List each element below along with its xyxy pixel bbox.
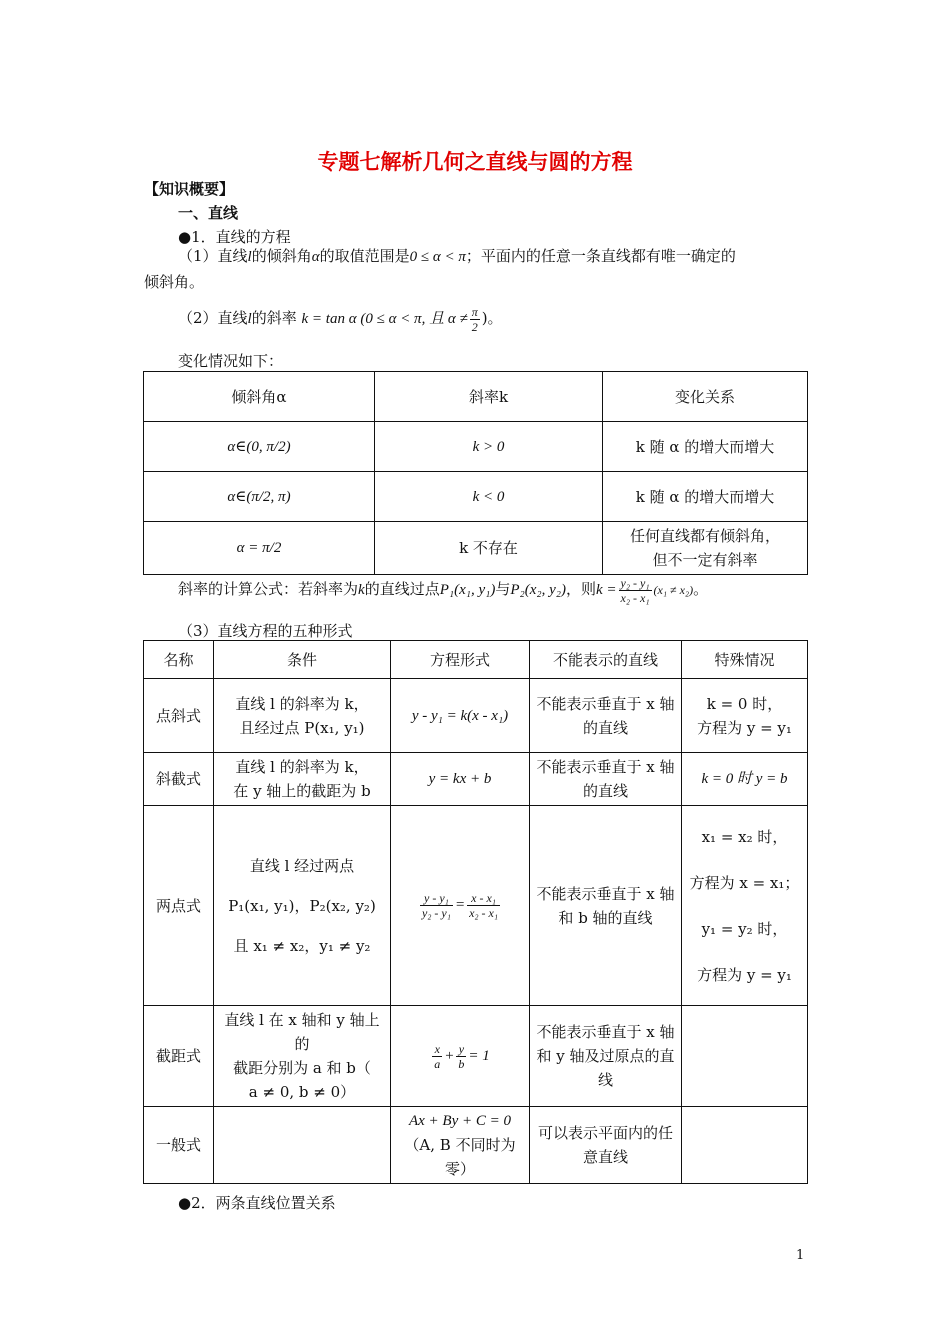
item2-label: 2．两条直线位置关系 [191, 1194, 336, 1212]
table-header: 不能表示的直线 [530, 641, 682, 679]
paragraph-1-cont: 倾斜角。 [144, 273, 205, 291]
table-cell [214, 1107, 391, 1184]
table-header: 变化关系 [603, 372, 808, 422]
table-header: 方程形式 [391, 641, 530, 679]
table-cell: k = 0 时 y = b [682, 753, 808, 806]
table-cell: x₁ = x₂ 时， 方程为 x = x₁； y₁ = y₂ 时， 方程为 y = y₁ [682, 806, 808, 1006]
table-cell: 两点式 [144, 806, 214, 1006]
table-cell: k 随 α 的增大而增大 [603, 422, 808, 472]
item1-label: 1．直线的方程 [191, 228, 291, 246]
table-header: 倾斜角α [144, 372, 375, 422]
table-cell: y - y₁ = k(x - x₁) [391, 679, 530, 753]
table-cell: 截距式 [144, 1006, 214, 1107]
table-cell: 不能表示垂直于 x 轴 和 y 轴及过原点的直 线 [530, 1006, 682, 1107]
table-row [144, 806, 808, 1006]
table-row [144, 1107, 808, 1184]
table-cell: 直线 l 的斜率为 k， 在 y 轴上的截距为 b [214, 753, 391, 806]
table-header: 名称 [144, 641, 214, 679]
line-forms-table [143, 640, 808, 1184]
table-row [144, 1006, 808, 1107]
item2-heading [178, 1192, 336, 1213]
paragraph-1: （1）直线l的倾斜角α的取值范围是0 ≤ α < π；平面内的任意一条直线都有唯一确定的 [178, 247, 736, 265]
table-header-row [144, 372, 808, 422]
table-cell: $\frac{\text{y - y₁}}{\text{y₂ - y₁}}$ = $\frac{\text{x - x₁}}{\text{x₂ - x₁}}$ [391, 806, 530, 1006]
pi-over-2: $\frac{\pi}{2}$ [471, 304, 478, 334]
table-cell: 直线 l 在 x 轴和 y 轴上的 截距分别为 a 和 b（ a ≠ 0, b ≠ 0） [214, 1006, 391, 1107]
table-cell [682, 1006, 808, 1107]
paragraph-3: （3）直线方程的五种形式 [178, 622, 353, 640]
section-heading: 【知识概要】 [144, 180, 235, 198]
table-row [144, 679, 808, 753]
sub-heading: 一、直线 [178, 204, 239, 222]
table-cell: α∈(0, π/2) [144, 422, 375, 472]
table-cell: 可以表示平面内的任 意直线 [530, 1107, 682, 1184]
table-cell: k = 0 时， 方程为 y = y₁ [682, 679, 808, 753]
table-header-row [144, 641, 808, 679]
bullet-icon: ● [178, 1194, 192, 1212]
table-cell: 任何直线都有倾斜角， 但不一定有斜率 [603, 522, 808, 575]
page-number: 1 [796, 1248, 805, 1263]
paragraph-2: （2）直线l的斜率 k = tan α (0 ≤ α < π, 且 α ≠ $\frac{\pi}{2}$ )。 [178, 304, 503, 334]
table-row [144, 472, 808, 522]
table-header: 斜率k [375, 372, 603, 422]
page-title: 专题七解析几何之直线与圆的方程 [317, 149, 633, 174]
table-cell: α∈(π/2, π) [144, 472, 375, 522]
table-cell: y = kx + b [391, 753, 530, 806]
table-cell: k < 0 [375, 472, 603, 522]
table-cell: 一般式 [144, 1107, 214, 1184]
table-cell: 直线 l 的斜率为 k， 且经过点 P(x₁, y₁) [214, 679, 391, 753]
table-header: 条件 [214, 641, 391, 679]
table-row [144, 522, 808, 575]
bullet-icon: ● [178, 228, 192, 246]
table-cell: α = π/2 [144, 522, 375, 575]
table-cell: 不能表示垂直于 x 轴 和 b 轴的直线 [530, 806, 682, 1006]
table-cell [682, 1107, 808, 1184]
slope-formula: 斜率的计算公式：若斜率为k的直线过点P₁(x₁, y₁)与P₂(x₂, y₂)，则k = $\frac{\text{y₂ - y₁}}{\text{x₂ - x₁}}$ (x₁ ≠ x₂)。 [178, 575, 709, 605]
table-cell: Ax + By + C = 0 （A, B 不同时为零） [391, 1107, 530, 1184]
angle-slope-table [143, 371, 808, 575]
table-cell: $\frac{x}{a}$ + $\frac{y}{b}$ = 1 [391, 1006, 530, 1107]
table-row [144, 753, 808, 806]
table-cell: 点斜式 [144, 679, 214, 753]
table-cell: k 随 α 的增大而增大 [603, 472, 808, 522]
slope-fraction: $\frac{\text{y₂ - y₁}}{\text{x₂ - x₁}}$ [620, 575, 650, 605]
table-cell: 不能表示垂直于 x 轴 的直线 [530, 679, 682, 753]
table-cell: 不能表示垂直于 x 轴 的直线 [530, 753, 682, 806]
table-cell: k > 0 [375, 422, 603, 472]
table-header: 特殊情况 [682, 641, 808, 679]
variation-label: 变化情况如下： [178, 352, 284, 370]
table-cell: 斜截式 [144, 753, 214, 806]
table-cell: 直线 l 经过两点 P₁(x₁, y₁)，P₂(x₂, y₂) 且 x₁ ≠ x₂，y₁ ≠ y₂ [214, 806, 391, 1006]
table-cell: k 不存在 [375, 522, 603, 575]
table-row [144, 422, 808, 472]
